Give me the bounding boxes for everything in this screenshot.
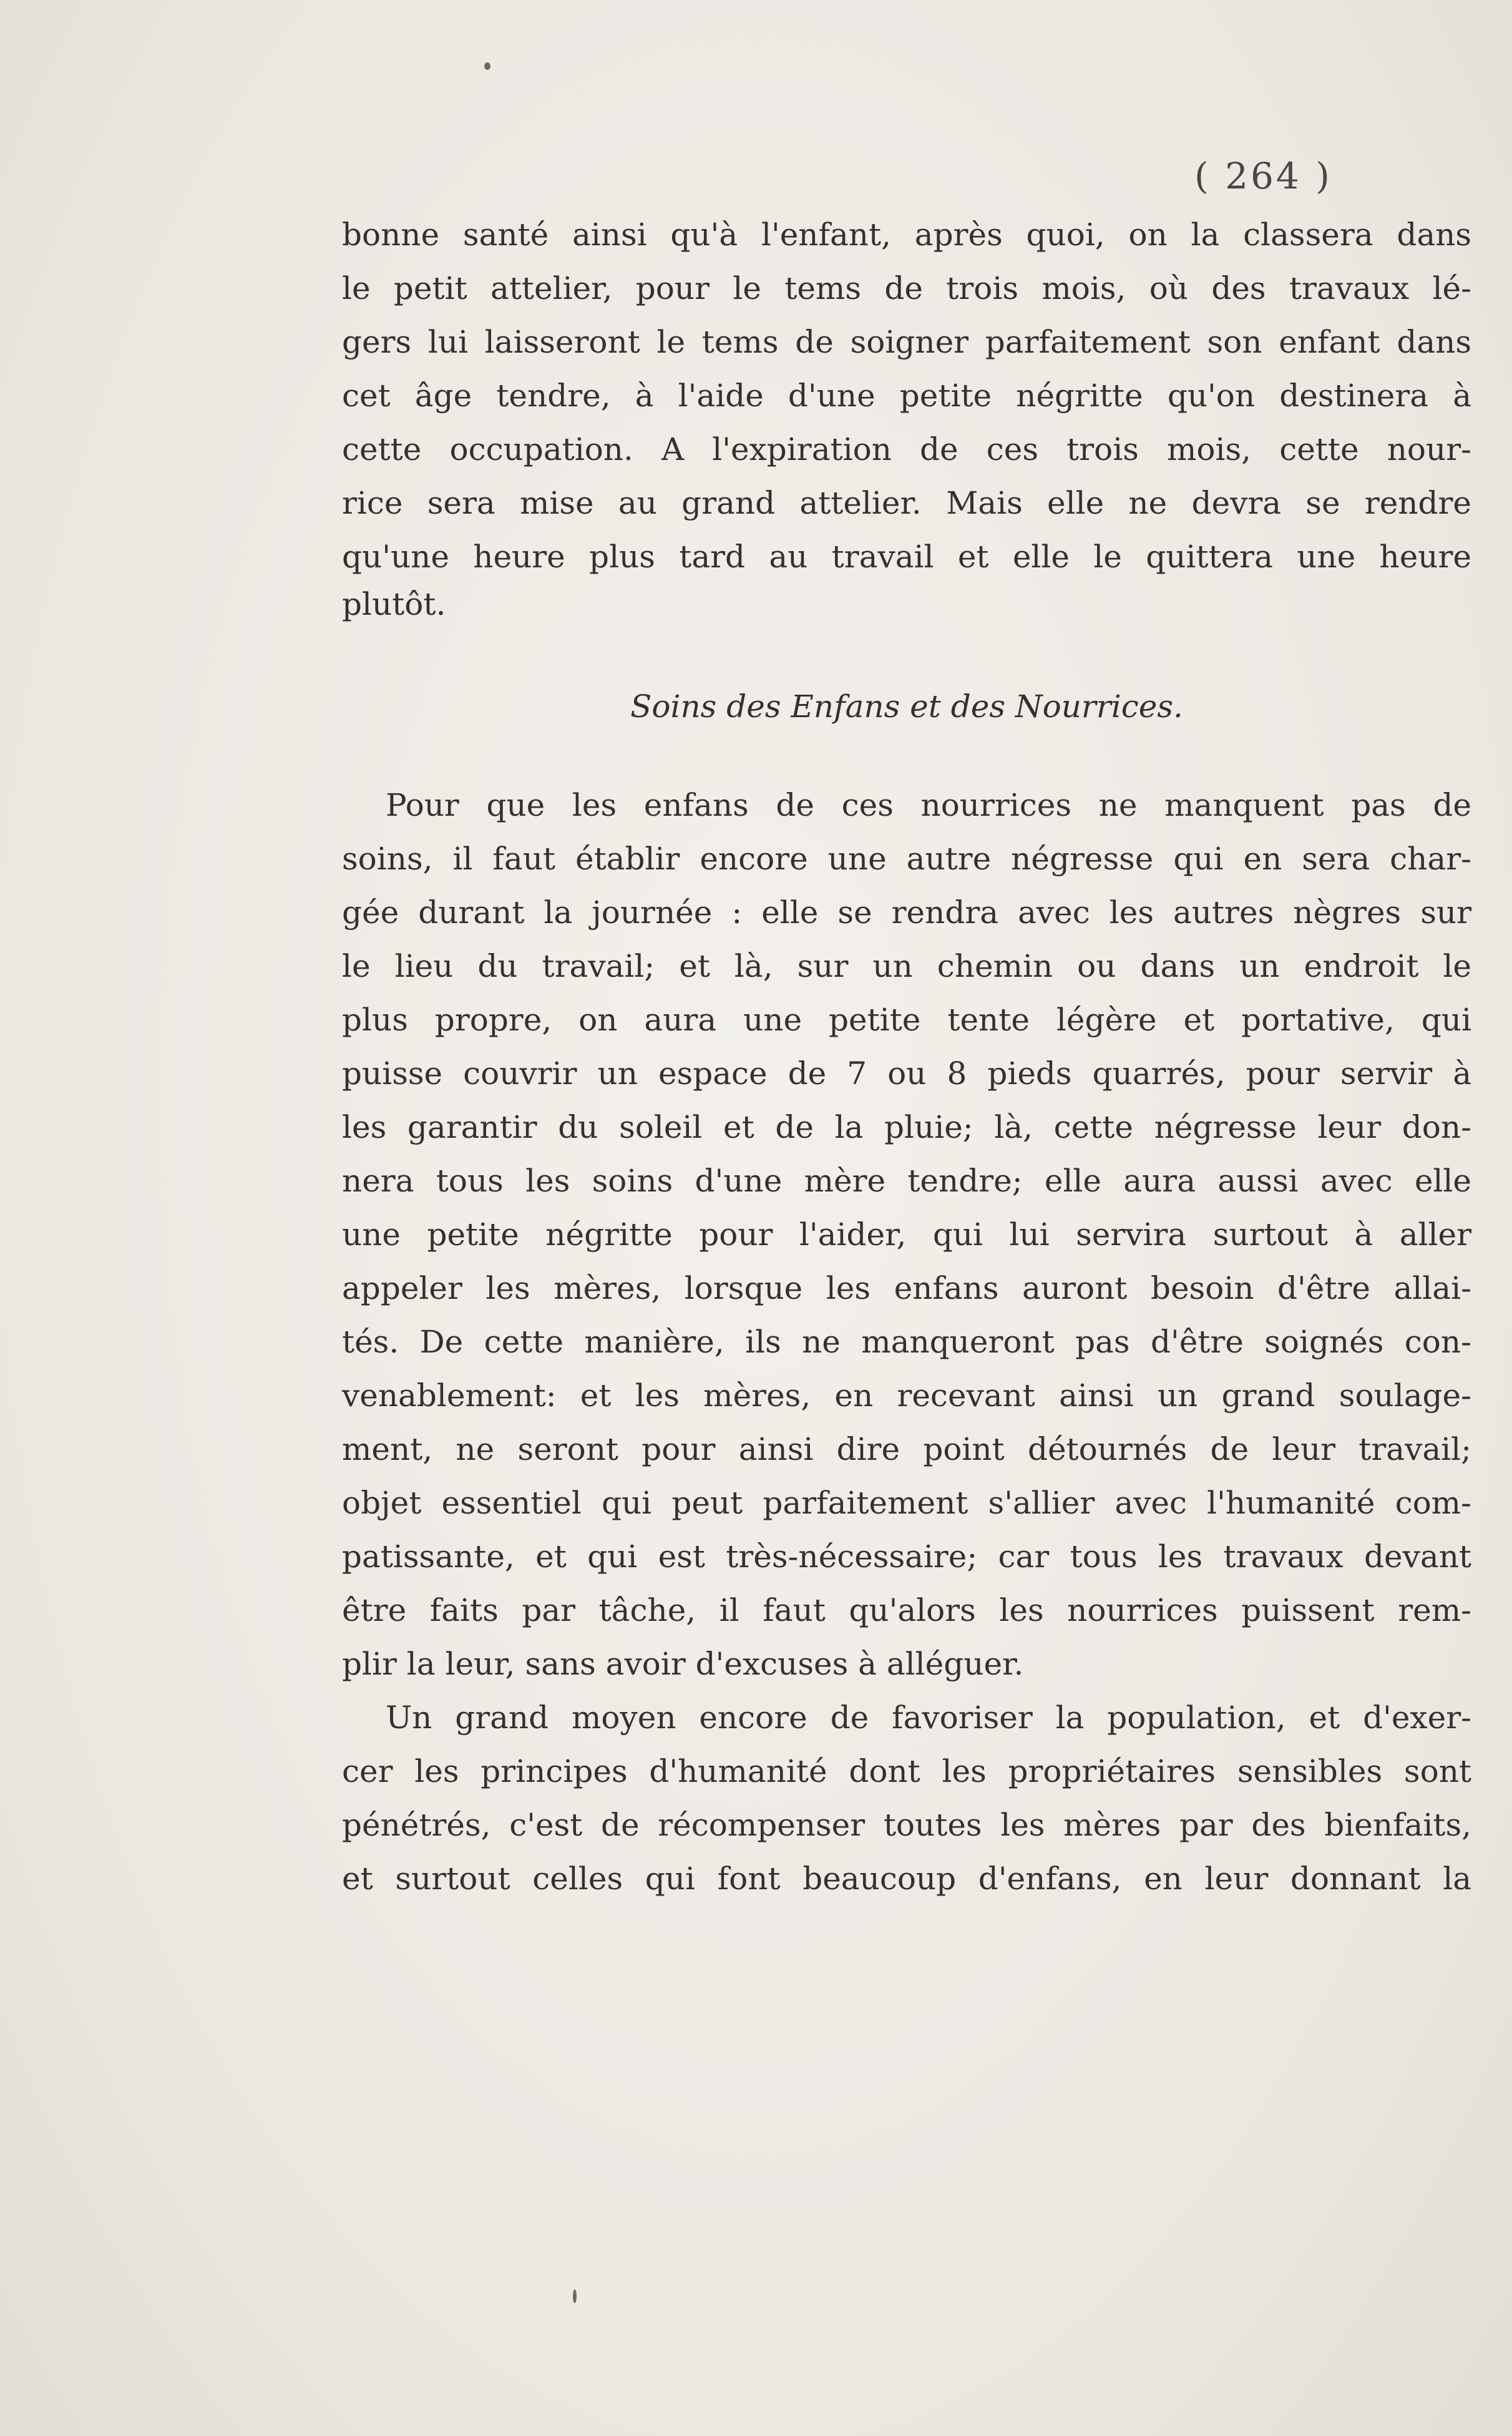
text-line: plir la leur, sans avoir d'excuses à alléguer. — [342, 1646, 1024, 1682]
text-line: patissante, et qui est très-nécessaire; car tous les travaux devant — [342, 1538, 1471, 1575]
text-line: tés. De cette manière, ils ne manqueront pas d'être soignés con- — [342, 1324, 1471, 1360]
text-line: être faits par tâche, il faut qu'alors les nourrices puissent rem- — [342, 1592, 1471, 1628]
text-line: plus propre, on aura une petite tente légère et portative, qui — [342, 1002, 1471, 1038]
text-line: appeler les mères, lorsque les enfans auront besoin d'être allai- — [342, 1270, 1471, 1306]
text-line: Un grand moyen encore de favoriser la population, et d'exer- — [386, 1700, 1471, 1736]
text-line: et surtout celles qui font beaucoup d'enfans, en leur donnant la — [342, 1861, 1471, 1897]
text-line: pénétrés, c'est de récompenser toutes les mères par des bienfaits, — [342, 1807, 1471, 1843]
text-line: gers lui laisseront le tems de soigner parfaitement son enfant dans — [342, 324, 1471, 360]
text-line: nera tous les soins d'une mère tendre; elle aura aussi avec elle — [342, 1163, 1471, 1199]
ink-speck — [484, 62, 490, 70]
text-line: les garantir du soleil et de la pluie; là, cette négresse leur don- — [342, 1109, 1471, 1145]
section-heading: Soins des Enfans et des Nourrices. — [630, 688, 1183, 725]
text-line: ment, ne seront pour ainsi dire point détournés de leur travail; — [342, 1431, 1471, 1467]
ink-speck — [573, 2289, 577, 2303]
text-line: venablement: et les mères, en recevant ainsi un grand soulage- — [342, 1377, 1471, 1414]
text-line: gée durant la journée : elle se rendra avec les autres nègres sur — [342, 894, 1471, 931]
text-line: rice sera mise au grand attelier. Mais elle ne devra se rendre — [342, 485, 1471, 521]
text-line: le lieu du travail; et là, sur un chemin ou dans un endroit le — [342, 948, 1471, 984]
text-line: puisse couvrir un espace de 7 ou 8 pieds quarrés, pour servir à — [342, 1055, 1471, 1092]
text-line: qu'une heure plus tard au travail et elle le quittera une heure — [342, 539, 1471, 575]
text-line: soins, il faut établir encore une autre négresse qui en sera char- — [342, 841, 1471, 877]
text-line: cette occupation. A l'expiration de ces trois mois, cette nour- — [342, 431, 1471, 467]
page-number: ( 264 ) — [1194, 155, 1332, 197]
text-line: bonne santé ainsi qu'à l'enfant, après quoi, on la classera dans — [342, 217, 1471, 253]
text-line: objet essentiel qui peut parfaitement s'allier avec l'humanité com- — [342, 1485, 1471, 1521]
text-line: Pour que les enfans de ces nourrices ne manquent pas de — [386, 787, 1471, 823]
text-line: une petite négritte pour l'aider, qui lui servira surtout à aller — [342, 1216, 1471, 1253]
text-line: cer les principes d'humanité dont les propriétaires sensibles sont — [342, 1753, 1471, 1789]
text-line: plutôt. — [342, 586, 446, 622]
text-line: cet âge tendre, à l'aide d'une petite négritte qu'on destinera à — [342, 378, 1471, 414]
text-line: le petit attelier, pour le tems de trois mois, où des travaux lé- — [342, 270, 1471, 306]
